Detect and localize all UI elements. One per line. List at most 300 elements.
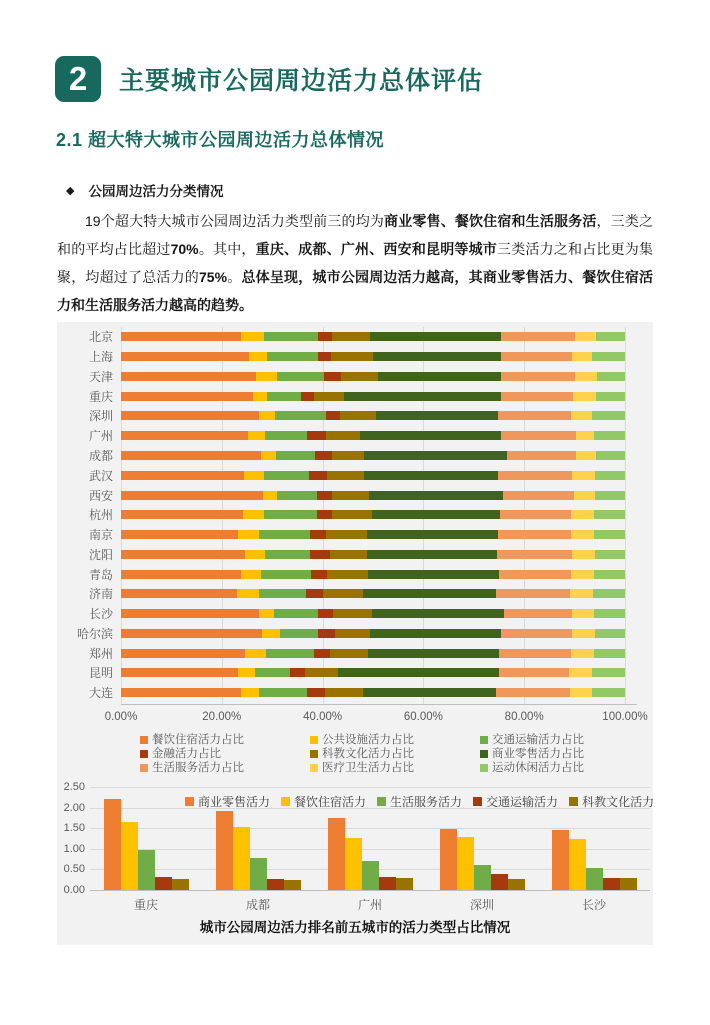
bar-segment	[259, 411, 275, 420]
city-label: 重庆	[88, 389, 113, 404]
stacked-bar	[121, 609, 625, 618]
bar-segment	[572, 471, 595, 480]
stacked-bar-row	[57, 505, 653, 525]
legend-item-label: 科教文化活力占比	[322, 748, 414, 760]
bar-segment	[274, 609, 317, 618]
legend-item-label: 商业零售活力	[198, 795, 271, 809]
bar-segment	[576, 431, 594, 440]
bar-segment	[307, 688, 324, 697]
stacked-bar-row	[57, 643, 653, 663]
axis-tick-label: 1.50	[63, 822, 85, 835]
bar-segment	[309, 471, 327, 480]
bar-segment	[501, 629, 572, 638]
bar-segment	[259, 609, 274, 618]
stacked-bar	[121, 668, 625, 677]
diamond-bullet-icon: ◆	[66, 184, 75, 197]
bar-segment	[245, 550, 265, 559]
bar-segment	[326, 530, 367, 539]
bar-segment	[372, 609, 504, 618]
grouped-bar	[138, 850, 155, 890]
bar-segment	[121, 332, 241, 341]
bar-segment	[317, 491, 332, 500]
bar-segment	[267, 352, 318, 361]
grouped-bar	[586, 868, 603, 890]
bullet-heading-text: 公园周边活力分类情况	[88, 184, 224, 199]
axis-tick-label: 2.50	[63, 781, 85, 793]
bar-segment	[332, 491, 370, 500]
bar-segment	[378, 372, 501, 381]
stacked-bar-row	[57, 485, 653, 505]
bar-segment	[325, 688, 363, 697]
bar-segment	[305, 668, 338, 677]
stacked-bar-row	[57, 544, 653, 564]
legend-swatch-icon	[281, 797, 290, 806]
legend-item	[310, 734, 480, 746]
paragraph-text: 19个超大特大城市公园周边活力类型前三的均为	[85, 213, 385, 229]
bar-segment	[376, 411, 498, 420]
paragraph-bold-text: 总体呈现，城市公园周边活力越高，其商业零售活力、餐饮住宿活力和生活服务活力越高的趋势。	[57, 269, 654, 313]
bar-segment	[121, 530, 238, 539]
bar-segment	[369, 491, 503, 500]
stacked-bar	[121, 451, 625, 460]
stacked-bar-row	[57, 623, 653, 643]
bar-segment	[498, 471, 572, 480]
bar-segment	[363, 688, 497, 697]
bar-segment	[572, 352, 592, 361]
legend-item-label: 生活服务活力占比	[152, 762, 244, 774]
bar-segment	[324, 372, 341, 381]
bar-segment	[500, 510, 571, 519]
axis-tick-label: 40.00%	[303, 711, 343, 723]
grouped-bar	[284, 880, 301, 890]
bar-segment	[594, 609, 625, 618]
city-label: 济南	[88, 587, 113, 602]
bar-segment	[594, 431, 625, 440]
section-title: 2.1 超大特大城市公园周边活力总体情况	[56, 130, 385, 150]
bar-segment	[311, 570, 327, 579]
bar-segment	[370, 629, 501, 638]
stacked-bar-row	[57, 406, 653, 426]
bar-segment	[575, 372, 597, 381]
legend-item	[140, 734, 310, 746]
stacked-bar-row	[57, 347, 653, 367]
bar-segment	[255, 668, 290, 677]
legend-item	[281, 793, 366, 810]
bar-segment	[121, 589, 237, 598]
bar-segment	[571, 411, 592, 420]
category-label: 重庆	[133, 898, 158, 912]
category-label: 长沙	[581, 898, 606, 912]
stacked-bar-row	[57, 426, 653, 446]
bar-segment	[121, 609, 259, 618]
paragraph-bold-text: 75%	[199, 269, 228, 285]
grouped-chart-category-labels	[90, 896, 650, 913]
bar-segment	[332, 332, 370, 341]
bar-segment	[307, 431, 326, 440]
grouped-bar	[250, 858, 267, 890]
stacked-bar-chart	[57, 327, 653, 727]
bar-segment	[253, 392, 268, 401]
legend-item-label: 医疗卫生活力占比	[322, 762, 414, 774]
axis-tick-label: 0.00%	[104, 711, 138, 723]
stacked-bar	[121, 589, 625, 598]
bar-segment	[499, 570, 571, 579]
legend-item-label: 交通运输活力	[486, 795, 559, 809]
bar-segment	[501, 372, 574, 381]
bar-segment	[363, 589, 497, 598]
bar-segment	[364, 451, 506, 460]
bar-segment	[597, 372, 625, 381]
stacked-bar	[121, 392, 625, 401]
city-label: 杭州	[88, 508, 113, 523]
grouped-bar	[267, 879, 284, 890]
stacked-bar	[121, 491, 625, 500]
legend-item	[377, 793, 462, 810]
legend-item	[310, 762, 480, 774]
legend-item	[569, 793, 654, 810]
bar-segment	[121, 688, 241, 697]
bar-segment	[592, 688, 625, 697]
bar-segment	[373, 352, 502, 361]
grouped-bar	[552, 830, 569, 890]
bar-segment	[318, 332, 333, 341]
paragraph-text: 。其中，	[198, 241, 256, 257]
city-label: 青岛	[88, 567, 113, 582]
bar-segment	[267, 392, 301, 401]
chapter-number-badge: 2	[55, 56, 101, 102]
grouped-bar	[379, 877, 396, 890]
bar-segment	[121, 372, 256, 381]
bar-segment	[265, 431, 308, 440]
bar-segment	[259, 589, 306, 598]
bar-segment	[327, 570, 368, 579]
bar-segment	[330, 649, 368, 658]
bar-segment	[275, 411, 325, 420]
paragraph-bold-text: 重庆、成都、广州、西安和昆明等城市	[255, 241, 498, 257]
bar-segment	[576, 451, 596, 460]
bar-segment	[280, 629, 318, 638]
bar-segment	[595, 471, 625, 480]
bar-segment	[501, 431, 576, 440]
stacked-bar-row	[57, 584, 653, 604]
bar-segment	[340, 411, 376, 420]
bar-segment	[596, 332, 625, 341]
grouped-chart-legend	[185, 793, 654, 810]
stacked-bar-row	[57, 446, 653, 466]
bar-segment	[326, 411, 340, 420]
bar-segment	[238, 668, 254, 677]
bar-segment	[572, 550, 595, 559]
bar-segment	[277, 491, 317, 500]
legend-item-label: 商业零售活力占比	[492, 748, 584, 760]
bar-segment	[504, 609, 572, 618]
legend-item-label: 交通运输活力占比	[492, 734, 584, 746]
city-label: 南京	[88, 528, 113, 543]
bar-segment	[245, 649, 265, 658]
bar-segment	[592, 668, 625, 677]
bar-segment	[595, 550, 625, 559]
city-label: 深圳	[88, 409, 113, 424]
axis-tick-label: 20.00%	[202, 711, 242, 723]
city-label: 郑州	[88, 646, 113, 661]
grouped-bar	[172, 879, 189, 890]
city-label: 大连	[88, 686, 113, 701]
bar-segment	[592, 411, 625, 420]
bar-segment	[594, 649, 625, 658]
legend-item-label: 公共设施活力占比	[322, 734, 414, 746]
bar-segment	[121, 629, 262, 638]
bar-segment	[327, 471, 364, 480]
bar-segment	[595, 491, 625, 500]
bar-segment	[121, 510, 243, 519]
legend-item	[480, 748, 650, 760]
bar-segment	[499, 649, 571, 658]
bar-segment	[318, 352, 331, 361]
bar-segment	[241, 570, 260, 579]
bar-segment	[596, 392, 625, 401]
stacked-chart-legend	[140, 734, 650, 774]
grouped-bar-chart	[63, 781, 655, 896]
bar-segment	[121, 570, 241, 579]
bar-segment	[244, 471, 264, 480]
legend-swatch-icon	[140, 736, 148, 744]
legend-item	[480, 734, 650, 746]
bar-segment	[595, 629, 625, 638]
bar-segment	[370, 332, 501, 341]
bar-segment	[593, 589, 625, 598]
x-axis-line	[121, 704, 637, 705]
stacked-bar	[121, 550, 625, 559]
bar-segment	[330, 550, 368, 559]
bar-segment	[277, 372, 323, 381]
legend-item-label: 运动休闲活力占比	[492, 762, 584, 774]
bar-segment	[121, 649, 245, 658]
city-label: 天津	[88, 369, 113, 384]
paragraph-text: 。	[227, 269, 242, 285]
bar-segment	[276, 451, 315, 460]
grouped-bar	[474, 865, 491, 890]
bar-segment	[594, 570, 625, 579]
stacked-bar-row	[57, 663, 653, 683]
stacked-bar	[121, 629, 625, 638]
grouped-bar	[620, 878, 637, 890]
axis-tick-label: 80.00%	[504, 711, 544, 723]
bar-segment	[364, 471, 498, 480]
legend-item-label: 餐饮住宿活力占比	[152, 734, 244, 746]
axis-tick-label: 60.00%	[403, 711, 443, 723]
paragraph-bold-text: 商业零售、餐饮住宿和生活服务活	[384, 213, 597, 229]
bar-segment	[241, 688, 258, 697]
bar-segment	[498, 530, 571, 539]
stacked-bar-row	[57, 564, 653, 584]
bar-segment	[573, 392, 596, 401]
bar-segment	[256, 372, 278, 381]
bar-segment	[497, 550, 572, 559]
legend-swatch-icon	[140, 764, 148, 772]
bar-segment	[499, 668, 570, 677]
grouped-bar	[233, 827, 250, 890]
bar-segment	[569, 668, 592, 677]
legend-swatch-icon	[310, 764, 318, 772]
grouped-bar	[457, 837, 474, 890]
bar-segment	[338, 668, 499, 677]
city-label: 成都	[88, 448, 113, 463]
stacked-bar-row	[57, 525, 653, 545]
bar-segment	[368, 570, 499, 579]
bar-segment	[265, 550, 310, 559]
bar-segment	[501, 352, 572, 361]
city-label: 昆明	[88, 666, 113, 681]
bar-segment	[315, 451, 332, 460]
bar-segment	[360, 431, 501, 440]
bar-segment	[241, 332, 264, 341]
legend-item	[473, 793, 558, 810]
city-label: 长沙	[88, 607, 113, 622]
legend-item-label: 餐饮住宿活力	[294, 795, 367, 809]
bar-segment	[317, 510, 332, 519]
bar-segment	[310, 530, 326, 539]
bar-segment	[310, 550, 329, 559]
grouped-bar	[345, 838, 362, 890]
bar-segment	[290, 668, 305, 677]
bar-segment	[261, 451, 276, 460]
bar-segment	[368, 649, 499, 658]
bar-segment	[249, 352, 267, 361]
grouped-bar	[216, 811, 233, 890]
bar-segment	[121, 411, 259, 420]
bar-segment	[592, 352, 625, 361]
stacked-bar	[121, 372, 625, 381]
city-label: 上海	[88, 350, 113, 365]
bar-segment	[259, 530, 310, 539]
bar-segment	[332, 510, 372, 519]
bar-segment	[503, 491, 574, 500]
grouped-bar	[104, 799, 121, 890]
city-label: 北京	[88, 330, 113, 345]
bar-segment	[594, 530, 625, 539]
bar-segment	[248, 431, 265, 440]
bar-segment	[121, 352, 249, 361]
bar-segment	[575, 332, 597, 341]
axis-tick-label: 2.00	[63, 801, 85, 814]
bar-segment	[344, 392, 501, 401]
stacked-bar	[121, 510, 625, 519]
grouped-bar	[508, 879, 525, 890]
bar-segment	[507, 451, 577, 460]
bar-segment	[341, 372, 378, 381]
bar-segment	[318, 609, 333, 618]
bar-segment	[332, 451, 365, 460]
grouped-bar	[396, 878, 413, 890]
bar-segment	[121, 451, 261, 460]
chapter-title: 主要城市公园周边活力总体评估	[119, 67, 484, 95]
legend-swatch-icon	[140, 750, 148, 758]
bar-segment	[572, 609, 594, 618]
legend-item-label: 金融活力占比	[152, 748, 221, 760]
bar-segment	[571, 649, 594, 658]
stacked-bar	[121, 471, 625, 480]
bar-segment	[326, 431, 360, 440]
grouped-bar	[491, 874, 508, 890]
bar-segment	[264, 471, 309, 480]
grouped-bar	[155, 877, 172, 890]
category-label: 广州	[357, 898, 382, 912]
bar-segment	[314, 392, 344, 401]
gridline	[90, 890, 650, 891]
grouped-bar	[362, 861, 379, 890]
city-label: 沈阳	[88, 547, 113, 562]
bar-segment	[498, 411, 571, 420]
stacked-bar-row	[57, 465, 653, 485]
city-label: 广州	[88, 429, 113, 444]
legend-swatch-icon	[569, 797, 578, 806]
bar-segment	[314, 649, 330, 658]
grouped-bar	[440, 829, 457, 890]
bar-segment	[496, 589, 569, 598]
stacked-bar-row	[57, 327, 653, 347]
bar-segment	[121, 550, 245, 559]
bar-segment	[331, 352, 373, 361]
stacked-bar-row	[57, 386, 653, 406]
bar-segment	[570, 589, 593, 598]
legend-swatch-icon	[185, 797, 194, 806]
grouped-bar	[603, 878, 620, 890]
bar-segment	[572, 629, 595, 638]
bar-segment	[261, 570, 311, 579]
legend-swatch-icon	[377, 797, 386, 806]
bar-segment	[571, 530, 594, 539]
bar-segment	[367, 550, 497, 559]
bar-segment	[318, 629, 336, 638]
figure-caption: 城市公园周边活力排名前五城市的活力类型占比情况	[199, 920, 511, 935]
bar-segment	[243, 510, 263, 519]
stacked-bar	[121, 570, 625, 579]
legend-item-label: 科教文化活力	[582, 795, 655, 809]
stacked-bar	[121, 431, 625, 440]
bar-segment	[571, 510, 594, 519]
city-label: 哈尔滨	[76, 626, 113, 641]
legend-item	[310, 748, 480, 760]
paragraph-text: ，三类之和的平均占比超过	[57, 213, 654, 257]
body-paragraph	[57, 207, 653, 319]
legend-swatch-icon	[473, 797, 482, 806]
legend-swatch-icon	[310, 736, 318, 744]
bar-segment	[372, 510, 501, 519]
legend-item	[480, 762, 650, 774]
grouped-bar	[328, 818, 345, 890]
bar-segment	[570, 688, 593, 697]
legend-item	[185, 793, 270, 810]
bar-segment	[121, 392, 253, 401]
bar-segment	[266, 649, 314, 658]
stacked-bar-row	[57, 604, 653, 624]
city-label: 武汉	[88, 468, 113, 483]
bar-segment	[501, 332, 574, 341]
paragraph-text: 三类活力之和占比更为集聚，均超过了总活力的	[57, 241, 654, 285]
bar-segment	[262, 629, 280, 638]
axis-tick-label: 1.00	[63, 842, 85, 855]
stacked-bar	[121, 688, 625, 697]
legend-item-label: 生活服务活力	[390, 795, 463, 809]
bar-segment	[501, 392, 573, 401]
bar-segment	[333, 609, 372, 618]
bar-segment	[594, 510, 625, 519]
bullet-heading	[66, 180, 223, 200]
bar-segment	[121, 668, 238, 677]
bar-segment	[571, 570, 594, 579]
bar-segment	[264, 332, 317, 341]
legend-item	[140, 748, 310, 760]
